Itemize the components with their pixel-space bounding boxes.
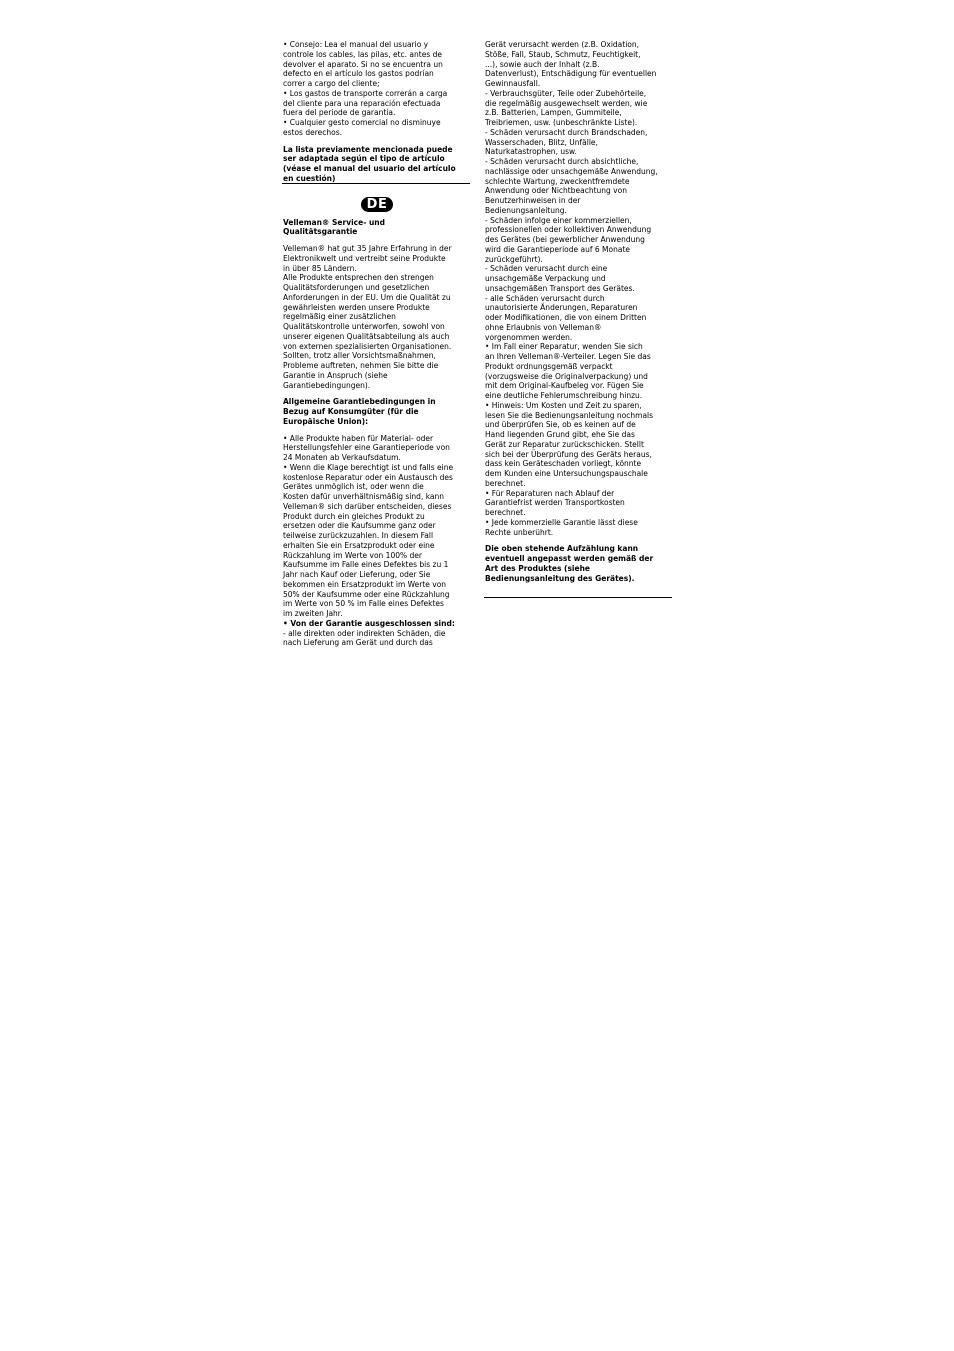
de-excluded-start: - alle direkten oder indirekten Schäden, die nach Lieferung am Gerät und durch das bbox=[283, 628, 446, 648]
section-divider-left bbox=[282, 183, 470, 184]
de-warranty-heading: Allgemeine Garantiebedingungen in Bezug auf Konsumgüter (für die Europäische Union): bbox=[283, 397, 436, 426]
section-divider-right bbox=[484, 597, 672, 598]
es-warranty-tail: • Consejo: Lea el manual del usuario y controle los cables, las pilas, etc. antes de devolver el aparato. Si no se encuentra un defecto en el artículo los gastos podrían correr a cargo del cliente; • Los gastos de transporte correrán a carga del cliente para una reparación efectuada fuera del periode de garantía. • Cualquier gesto comercial no disminuye estos derechos. bbox=[283, 40, 448, 137]
de-warranty-terms: • Alle Produkte haben für Material- oder Herstellungsfehler eine Garantieperiode von 24 Monaten ab Verkaufsdatum. • Wenn die Klage berechtigt ist und falls eine kostenlose Reparatur oder ein Austausch des Gerätes unmöglich ist, oder wenn die Kosten dafür unverhältnismäßig sind, kann Velleman® sich darüber entscheiden, dieses Produkt durch ein gleiches Produkt zu ersetzen oder die Kaufsumme ganz oder teilweise zurückzuzahlen. In diesem Fall erhalten Sie ein Ersatzprodukt oder eine Rückzahlung im Werte von 100% der Kaufsumme im Falle eines Defektes bis zu 1 Jahr nach Kauf oder Lieferung, oder Sie bekommen ein Ersatzprodukt im Werte von 50% der Kaufsumme oder eine Rückzahlung im Werte von 50 % im Falle eines Defektes im zweiten Jahr. bbox=[283, 433, 454, 618]
de-intro-text: Velleman® hat gut 35 Jahre Erfahrung in der Elektronikwelt und vertreibt seine Produkte in über 85 Ländern. Alle Produkte entsprechen den strengen Qualitätsforderungen und gesetzlichen Anforderungen in der EU. Um die Qualität zu gewährleisten werden unsere Produkte regelmäßig einer zusätzlichen Qualitätskontrolle unterworfen, sowohl von unserer eigenen Qualitätsabteilung als auch von externen spezialisierten Organisationen. Sollten, trotz aller Vorsichtsmaßnahmen, Probleme auftreten, nehmen Sie bitte die Garantie in Anspruch (siehe Garantiebedingungen). bbox=[283, 244, 452, 390]
right-column bbox=[485, 40, 673, 583]
de-excluded-label: • Von der Garantie ausgeschlossen sind: bbox=[283, 618, 455, 628]
de-list-note: Die oben stehende Aufzählung kann eventuell angepasst werden gemäß der Art des Produktes (siehe Bedienungsanleitung des Gerätes). bbox=[485, 544, 654, 583]
de-language-badge: DE bbox=[361, 197, 394, 212]
de-section-title: Velleman® Service- und Qualitätsgarantie bbox=[283, 217, 385, 237]
es-list-note: La lista previamente mencionada puede ser adaptada según el tipo de artículo (véase el manual del usuario del artículo en cuestión) bbox=[283, 144, 456, 183]
language-badge-row bbox=[283, 197, 471, 212]
de-excluded-continued: Gerät verursacht werden (z.B. Oxidation, Stöße, Fall, Staub, Schmutz, Feuchtigkeit, ...), sowie auch der Inhalt (z.B. Datenverlust), Entschädigung für eventuellen Gewinnausfall. - Verbrauchsgüter, Teile oder Zubehörteile, die regelmäßig ausgewechselt werden, wie z.B. Batterien, Lampen, Gummiteile, Treibriemen, usw. (unbeschränkte Liste). - Schäden verursacht durch Brandschaden, Wasserschaden, Blitz, Unfälle, Naturkatastrophen, usw. - Schäden verursacht durch absichtliche, nachlässige oder unsachgemäße Anwendung, schlechte Wartung, zweckentfremdete Anwendung oder Nichtbeachtung von Benutzerhinweisen in der Bedienungsanleitung. - Schäden infolge einer kommerziellen, professionellen oder kollektiven Anwendung des Gerätes (bei gewerblicher Anwendung wird die Garantieperiode auf 6 Monate zurückgeführt). - Schäden verursacht durch eine unsachgemäße Verpackung und unsachgemäßen Transport des Gerätes. - alle Schäden verursacht durch unautorisierte Änderungen, Reparaturen oder Modifikationen, die von einem Dritten ohne Erlaubnis von Velleman® vorgenommen werden. • Im Fall einer Reparatur, wenden Sie sich an Ihren Velleman®-Verteiler. Legen Sie das Produkt ordnungsgemäß verpackt (vorzugsweise die Originalverpackung) und mit dem Original-Kaufbeleg vor. Fügen Sie eine deutliche Fehlerumschreibung hinzu. • Hinweis: Um Kosten und Zeit zu sparen, lesen Sie die Bedienungsanleitung nochmals und überprüfen Sie, ob es keinen auf de Hand liegenden Grund gibt, ehe Sie das Gerät zur Reparatur zurückschicken. Stellt sich bei der Überprüfung des Geräts heraus, dass kein Geräteschaden vorliegt, könnte dem Kunden eine Untersuchungspauschale berechnet. • Für Reparaturen nach Ablauf der Garantiefrist werden Transportkosten berechnet. • Jede kommerzielle Garantie lässt diese Rechte unberührt. bbox=[485, 40, 658, 537]
left-column bbox=[283, 40, 471, 648]
